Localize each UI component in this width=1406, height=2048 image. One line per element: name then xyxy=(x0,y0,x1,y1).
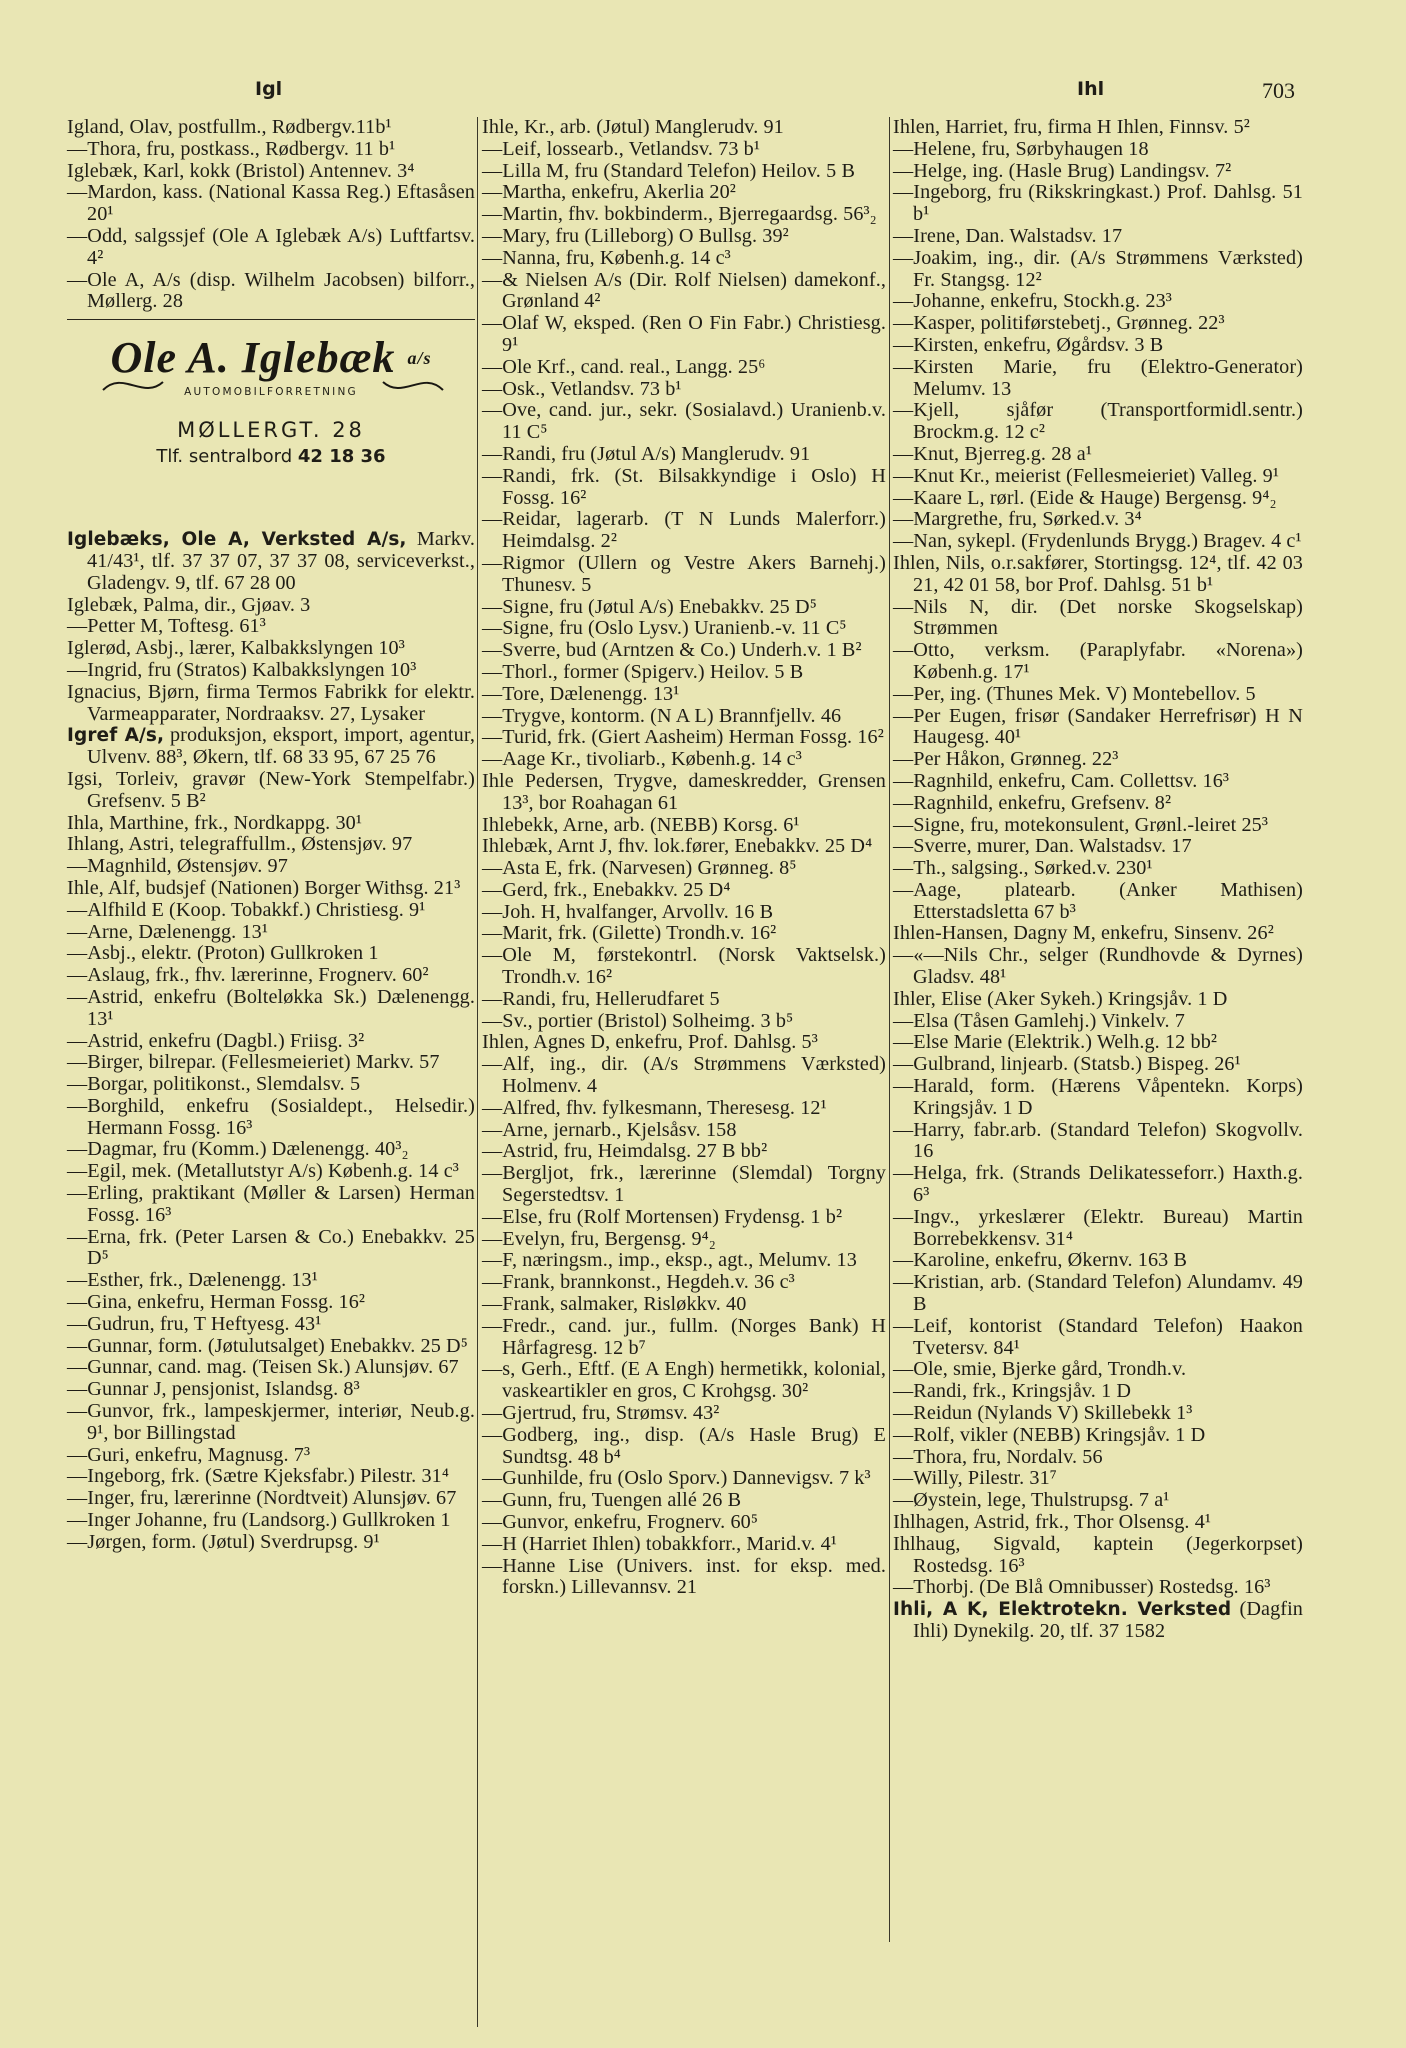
entry-bold: Ihli, A K, Elektrotekn. Verksted (Dagfin Ihli) Dynekilg. 20, tlf. 37 1582 xyxy=(893,1598,1303,1642)
directory-entry: —Harald, form. (Hærens Våpentekn. Korps) Kringsjåv. 1 D xyxy=(893,1075,1303,1119)
directory-entry: —Th., salgsing., Sørked.v. 230¹ xyxy=(893,857,1153,880)
directory-entry: —Gina, enkefru, Herman Fossg. 16² xyxy=(67,1291,366,1314)
directory-entry: —Erling, praktikant (Møller & Larsen) Herman Fossg. 16³ xyxy=(67,1182,475,1226)
directory-entry: —Sverre, bud (Arntzen & Co.) Underh.v. 1 B² xyxy=(482,639,862,662)
directory-entry: —Helge, ing. (Hasle Brug) Landingsv. 7² xyxy=(893,159,1232,182)
directory-entry: —Alf, ing., dir. (A/s Strømmens Værksted) Holmenv. 4 xyxy=(482,1053,886,1098)
directory-entry: Ignacius, Bjørn, firma Termos Fabrikk for elektr. Varmeapparater, Nordraaksv. 27, Lysaker xyxy=(67,680,475,725)
directory-entry: Ihlen, Nils, o.r.sakfører, Stortingsg. 12⁴, tlf. 42 03 21, 42 01 58, bor Prof. Dahlsg. 51 b¹ xyxy=(893,551,1303,596)
directory-entry: —Signe, fru (Jøtul A/s) Enebakkv. 25 D⁵ xyxy=(482,595,817,618)
directory-entry: —Martha, enkefru, Akerlia 20² xyxy=(482,181,736,204)
directory-entry: —Martin, fhv. bokbinderm., Bjerregaardsg. 56³₂ xyxy=(482,203,877,226)
directory-entry: Ihlang, Astri, telegraffullm., Østensjøv. 97 xyxy=(67,833,413,856)
directory-entry: —Margrethe, fru, Sørked.v. 3⁴ xyxy=(893,508,1142,531)
directory-entry: —Randi, frk. (St. Bilsakkyndige i Oslo) H Fossg. 16² xyxy=(482,464,886,509)
directory-entry: —«—Nils Chr., selger (Rundhovde & Dyrnes) Gladsv. 48¹ xyxy=(893,944,1303,989)
directory-entry: —Randi, fru (Jøtul A/s) Manglerudv. 91 xyxy=(482,442,811,465)
entry-bold: Igref A/s, produksjon, eksport, import, agentur, Ulvenv. 88³, Økern, tlf. 68 33 95, 67 25 76 xyxy=(67,724,475,769)
directory-entry: —Alfred, fhv. fylkesmann, Theresesg. 12¹ xyxy=(482,1096,827,1119)
directory-entry: —Asta E, frk. (Narvesen) Grønneg. 8⁵ xyxy=(482,857,797,880)
directory-entry: —Astrid, enkefru (Bolteløkka Sk.) Dælenengg. 13¹ xyxy=(67,985,475,1030)
directory-entry: —Leif, lossearb., Vetlandsv. 73 b¹ xyxy=(482,137,761,160)
directory-entry: Ihlebekk, Arne, arb. (NEBB) Korsg. 6¹ xyxy=(482,813,800,836)
ad-subtitle: AUTOMOBILFORRETNING xyxy=(184,386,358,399)
directory-entry: —Kaare L, rørl. (Eide & Hauge) Bergensg. 9⁴₂ xyxy=(893,486,1277,509)
directory-entry: —Gulbrand, linjearb. (Statsb.) Bispeg. 26¹ xyxy=(893,1053,1241,1076)
directory-entry: —Tore, Dælenengg. 13¹ xyxy=(482,682,680,705)
directory-entry: —Joh. H, hvalfanger, Arvollv. 16 B xyxy=(482,900,774,923)
ad-swash-ornament xyxy=(93,360,453,400)
header-right-guide-word: Ihl xyxy=(1077,78,1105,100)
directory-entry: —Ingeborg, fru (Rikskringkast.) Prof. Dahlsg. 51 b¹ xyxy=(893,181,1303,226)
column-3 xyxy=(893,117,1303,1643)
directory-entry: —Gunnar J, pensjonist, Islandsg. 8³ xyxy=(67,1378,360,1401)
directory-entry: —Signe, fru, motekonsulent, Grønl.-leiret 25³ xyxy=(893,813,1268,836)
directory-entry: —Kjell, sjåfør (Transportformidl.sentr.) Brockm.g. 12 c² xyxy=(893,399,1303,444)
directory-entry: Iglebæk, Palma, dir., Gjøav. 3 xyxy=(67,593,311,616)
page-header xyxy=(0,78,1406,110)
column-divider-2 xyxy=(889,117,890,1942)
directory-entry: —Reidar, lagerarb. (T N Lunds Malerforr.) Heimdalsg. 2² xyxy=(482,508,886,553)
directory-entry: Ihlen, Agnes D, enkefru, Prof. Dahlsg. 5³ xyxy=(482,1031,818,1054)
entry-list-1e xyxy=(67,769,475,1554)
directory-entry: —& Nielsen A/s (Dir. Rolf Nielsen) damekonf., Grønland 4² xyxy=(482,268,886,313)
directory-entry: —Øystein, lege, Thulstrupsg. 7 a¹ xyxy=(893,1489,1170,1512)
directory-entry: —Rolf, vikler (NEBB) Kringsjåv. 1 D xyxy=(893,1423,1206,1446)
directory-entry: —Godberg, ing., disp. (A/s Hasle Brug) E Sundtsg. 48 b⁴ xyxy=(482,1423,886,1468)
directory-entry: —Karoline, enkefru, Økernv. 163 B xyxy=(893,1249,1188,1272)
column-divider-1 xyxy=(477,117,478,2027)
directory-entry: Ihlebæk, Arnt J, fhv. lok.fører, Enebakkv. 25 D⁴ xyxy=(482,835,873,858)
directory-entry: —H (Harriet Ihlen) tobakkforr., Marid.v. 4¹ xyxy=(482,1532,837,1555)
directory-entry: —Asbj., elektr. (Proton) Gullkroken 1 xyxy=(67,942,379,965)
directory-entry: —Rigmor (Ullern og Vestre Akers Barnehj.) Thunesv. 5 xyxy=(482,551,886,596)
directory-entry: —Frank, salmaker, Risløkkv. 40 xyxy=(482,1293,747,1316)
ad-logo-suffix: a/s xyxy=(407,348,432,369)
directory-entry: —Randi, fru, Hellerudfaret 5 xyxy=(482,987,720,1010)
directory-entry: —Helene, fru, Sørbyhaugen 18 xyxy=(893,137,1149,160)
directory-entry: —Gunnar, form. (Jøtulutsalget) Enebakkv. 25 D⁵ xyxy=(67,1334,468,1357)
directory-entry: —Inger, fru, lærerinne (Nordtveit) Alunsjøv. 67 xyxy=(67,1487,457,1510)
directory-entry: —Gunvor, frk., lampeskjermer, interiør, Neub.g. 9¹, bor Billingstad xyxy=(67,1400,475,1444)
directory-entry: Ihlhaug, Sigvald, kaptein (Jegerkorpset) Rostedsg. 16³ xyxy=(893,1532,1303,1577)
directory-entry: Ihlen-Hansen, Dagny M, enkefru, Sinsenv. 26² xyxy=(893,922,1274,945)
directory-entry: Iglerød, Asbj., lærer, Kalbakkslyngen 10³ xyxy=(67,637,405,660)
directory-entry: —Gunn, fru, Tuengen allé 26 B xyxy=(482,1489,742,1512)
directory-entry: —Thora, fru, postkass., Rødbergv. 11 b¹ xyxy=(67,137,396,160)
directory-entry: —Aslaug, frk., fhv. lærerinne, Frognerv. 60² xyxy=(67,964,429,987)
directory-entry: —Ingeborg, frk. (Sætre Kjeksfabr.) Pilestr. 31⁴ xyxy=(67,1465,449,1488)
directory-entry: —Guri, enkefru, Magnusg. 7³ xyxy=(67,1443,311,1466)
directory-entry: —Ole, smie, Bjerke gård, Trondh.v. xyxy=(893,1358,1187,1381)
directory-entry: —Thorl., former (Spigerv.) Heilov. 5 B xyxy=(482,660,804,683)
directory-entry: Igland, Olav, postfullm., Rødbergv.11b¹ xyxy=(67,116,392,138)
directory-entry: —Trygve, kontorm. (N A L) Brannfjellv. 46 xyxy=(482,704,842,727)
header-left-guide-word: Igl xyxy=(255,78,283,100)
directory-entry: Ihla, Marthine, frk., Nordkappg. 30¹ xyxy=(67,811,363,834)
ad-address: MØLLERGT. 28 xyxy=(177,418,365,443)
directory-entry: —Kirsten, enkefru, Øgårdsv. 3 B xyxy=(893,333,1164,356)
directory-entry: —Erna, frk. (Peter Larsen & Co.) Enebakkv. 25 D⁵ xyxy=(67,1225,475,1270)
directory-entry: —Magnhild, Østensjøv. 97 xyxy=(67,855,288,878)
directory-entry: —Aage Kr., tivoliarb., Københ.g. 14 c³ xyxy=(482,748,802,771)
directory-entry: —Bergljot, frk., lærerinne (Slemdal) Torgny Segerstedtsv. 1 xyxy=(482,1162,886,1207)
entry-list-2 xyxy=(482,117,886,1599)
directory-entry: —Irene, Dan. Walstadsv. 17 xyxy=(893,224,1123,247)
directory-entry: —Jørgen, form. (Jøtul) Sverdrupsg. 9¹ xyxy=(67,1530,380,1553)
directory-entry: Iglebæk, Karl, kokk (Bristol) Antennev. 3⁴ xyxy=(67,159,415,182)
directory-entry: —Per Håkon, Grønneg. 22³ xyxy=(893,748,1119,771)
directory-entry: —Signe, fru (Oslo Lysv.) Uranienb.-v. 11 C⁵ xyxy=(482,617,847,640)
entry-list-1a xyxy=(67,117,475,313)
directory-entry: —Else, fru (Rolf Mortensen) Frydensg. 1 b² xyxy=(482,1205,843,1228)
directory-entry: Igsi, Torleiv, gravør (New-York Stempelfabr.) Grefsenv. 5 B² xyxy=(67,767,475,812)
directory-entry: —Gjertrud, fru, Strømsv. 43² xyxy=(482,1402,720,1425)
column-1 xyxy=(67,117,475,1554)
directory-entry: —Mary, fru (Lilleborg) O Bullsg. 39² xyxy=(482,224,789,247)
directory-entry: —Osk., Vetlandsv. 73 b¹ xyxy=(482,377,682,400)
directory-entry: —Per, ing. (Thunes Mek. V) Montebellov. 5 xyxy=(893,682,1256,705)
directory-entry: —Nanna, fru, Københ.g. 14 c³ xyxy=(482,246,731,269)
directory-entry: —Nils N, dir. (Det norske Skogselskap) Strømmen xyxy=(893,595,1303,640)
directory-entry: —Helga, frk. (Strands Delikatesseforr.) Haxth.g. 6³ xyxy=(893,1162,1303,1207)
directory-entry: —Olaf W, eksped. (Ren O Fin Fabr.) Christiesg. 9¹ xyxy=(482,312,886,356)
directory-entry: —Nan, sykepl. (Frydenlunds Brygg.) Bragev. 4 c¹ xyxy=(893,530,1302,553)
directory-entry: —Willy, Pilestr. 31⁷ xyxy=(893,1467,1057,1490)
directory-entry: —Marit, frk. (Gilette) Trondh.v. 16² xyxy=(482,922,777,945)
directory-entry: —Ingrid, fru (Stratos) Kalbakkslyngen 10³ xyxy=(67,658,417,681)
directory-entry: —Ragnhild, enkefru, Grefsenv. 8² xyxy=(893,791,1172,814)
directory-entry: —Ole A, A/s (disp. Wilhelm Jacobsen) bilforr., Møllerg. 28 xyxy=(67,268,475,313)
directory-entry: —Ole M, førstekontrl. (Norsk Vaktselsk.) Trondh.v. 16² xyxy=(482,944,886,989)
directory-entry: Ihle Pedersen, Trygve, dameskredder, Grensen 13³, bor Roahagan 61 xyxy=(482,769,886,814)
entry-bold: Iglebæks, Ole A, Verksted A/s, Markv. 41/43¹, tlf. 37 37 07, 37 37 08, serviceverkst., Gladengv. 9, tlf. 67 28 00 xyxy=(67,528,475,594)
directory-entry: —Gunnar, cand. mag. (Teisen Sk.) Alunsjøv. 67 xyxy=(67,1356,459,1379)
directory-entry: —Aage, platearb. (Anker Mathisen) Etterstadsletta 67 b³ xyxy=(893,878,1303,923)
directory-entry: —Reidun (Nylands V) Skillebekk 1³ xyxy=(893,1402,1193,1425)
directory-entry: Ihler, Elise (Aker Sykeh.) Kringsjåv. 1 D xyxy=(893,987,1228,1010)
directory-entry: —Harry, fabr.arb. (Standard Telefon) Skogvollv. 16 xyxy=(893,1118,1303,1163)
directory-entry: —Kirsten Marie, fru (Elektro-Generator) Melumv. 13 xyxy=(893,355,1303,400)
directory-entry: Ihlhagen, Astrid, frk., Thor Olsensg. 4¹ xyxy=(893,1511,1212,1533)
directory-entry: —s, Gerh., Eftf. (E A Engh) hermetikk, kolonial, vaskeartikler en gros, C Krohgsg. 30² xyxy=(482,1358,886,1403)
directory-entry: —Birger, bilrepar. (Fellesmeieriet) Markv. 57 xyxy=(67,1051,440,1074)
directory-entry: —Gunhilde, fru (Oslo Sporv.) Dannevigsv. 7 k³ xyxy=(482,1467,871,1490)
directory-entry: —Knut Kr., meierist (Fellesmeieriet) Valleg. 9¹ xyxy=(893,464,1280,487)
directory-entry: —Sverre, murer, Dan. Walstadsv. 17 xyxy=(893,835,1192,858)
directory-entry: —Astrid, enkefru (Dagbl.) Friisg. 3² xyxy=(67,1029,365,1052)
directory-entry: —Odd, salgssjef (Ole A Iglebæk A/s) Luftfartsv. 4² xyxy=(67,224,475,269)
directory-entry: —Ole Krf., cand. real., Langg. 25⁶ xyxy=(482,355,766,378)
directory-entry: —Kasper, politiførstebetj., Grønneg. 22³ xyxy=(893,312,1225,335)
directory-entry: —Thorbj. (De Blå Omnibusser) Rostedsg. 16³ xyxy=(893,1576,1271,1599)
directory-entry: —Petter M, Toftesg. 61³ xyxy=(67,615,266,638)
directory-entry: —Frank, brannkonst., Hegdeh.v. 36 c³ xyxy=(482,1271,795,1294)
directory-entry: —Borghild, enkefru (Sosialdept., Helsedir.) Hermann Fossg. 16³ xyxy=(67,1094,475,1139)
advertisement xyxy=(67,319,475,519)
directory-entry: —Knut, Bjerreg.g. 28 a¹ xyxy=(893,442,1092,465)
directory-entry: —Fredr., cand. jur., fullm. (Norges Bank) H Hårfagresg. 12 b⁷ xyxy=(482,1314,886,1359)
directory-entry: —Ragnhild, enkefru, Cam. Collettsv. 16³ xyxy=(893,769,1230,792)
directory-entry: —Sv., portier (Bristol) Solheimg. 3 b⁵ xyxy=(482,1009,794,1032)
directory-entry: —Johanne, enkefru, Stockh.g. 23³ xyxy=(893,290,1172,313)
directory-entry: —Leif, kontorist (Standard Telefon) Haakon Tvetersv. 84¹ xyxy=(893,1314,1303,1359)
directory-entry: Ihle, Alf, budsjef (Nationen) Borger Withsg. 21³ xyxy=(67,876,461,899)
directory-entry: —Gunvor, enkefru, Frognerv. 60⁵ xyxy=(482,1511,759,1533)
directory-entry: —Thora, fru, Nordalv. 56 xyxy=(893,1445,1103,1468)
directory-entry: —Turid, frk. (Giert Aasheim) Herman Fossg. 16² xyxy=(482,726,884,749)
entry-list-1c xyxy=(67,595,475,726)
directory-entry: —Mardon, kass. (National Kassa Reg.) Eftasåsen 20¹ xyxy=(67,181,475,226)
ad-telephone: Tlf. sentralbord 42 18 36 xyxy=(156,446,386,468)
directory-entry: —Gerd, frk., Enebakkv. 25 D⁴ xyxy=(482,878,731,901)
directory-entry: —Ingv., yrkeslærer (Elektr. Bureau) Martin Borrebekkensv. 31⁴ xyxy=(893,1205,1303,1250)
directory-entry: —Dagmar, fru (Komm.) Dælenengg. 40³₂ xyxy=(67,1138,409,1161)
directory-entry: —Inger Johanne, fru (Landsorg.) Gullkroken 1 xyxy=(67,1509,451,1532)
directory-entry: Ihlen, Harriet, fru, firma H Ihlen, Finnsv. 5² xyxy=(893,116,1250,138)
directory-entry: —Arne, Dælenengg. 13¹ xyxy=(67,920,269,943)
directory-entry: —Borgar, politikonst., Slemdalsv. 5 xyxy=(67,1073,361,1096)
directory-entry: —Evelyn, fru, Bergensg. 9⁴₂ xyxy=(482,1227,716,1250)
page-number: 703 xyxy=(1262,78,1295,103)
directory-entry: —Joakim, ing., dir. (A/s Strømmens Værksted) Fr. Stangsg. 12² xyxy=(893,246,1303,291)
directory-entry: —Ove, cand. jur., sekr. (Sosialavd.) Uranienb.v. 11 C⁵ xyxy=(482,399,886,444)
directory-entry: —Alfhild E (Koop. Tobakkf.) Christiesg. 9¹ xyxy=(67,898,426,921)
ad-logo: Ole A. Iglebæk $^{a/s}$ xyxy=(110,333,432,383)
directory-entry: —Else Marie (Elektrik.) Welh.g. 12 bb² xyxy=(893,1031,1218,1054)
directory-entry: Ihle, Kr., arb. (Jøtul) Manglerudv. 91 xyxy=(482,116,784,138)
entry-list-3a xyxy=(893,117,1303,1599)
directory-entry: —Esther, frk., Dælenengg. 13¹ xyxy=(67,1269,318,1292)
directory-entry: —Egil, mek. (Metallutstyr A/s) Københ.g. 14 c³ xyxy=(67,1160,459,1183)
directory-entry: —F, næringsm., imp., eksp., agt., Melumv. 13 xyxy=(482,1249,857,1272)
directory-entry: —Kristian, arb. (Standard Telefon) Alundamv. 49 B xyxy=(893,1271,1303,1316)
directory-entry: —Per Eugen, frisør (Sandaker Herrefrisør) H N Haugesg. 40¹ xyxy=(893,704,1303,749)
directory-entry: —Elsa (Tåsen Gamlehj.) Vinkelv. 7 xyxy=(893,1009,1185,1032)
directory-entry: —Otto, verksm. (Paraplyfabr. «Norena») Københ.g. 17¹ xyxy=(893,639,1303,683)
directory-entry: —Arne, jernarb., Kjelsåsv. 158 xyxy=(482,1118,737,1141)
directory-entry: —Hanne Lise (Univers. inst. for eksp. med. forskn.) Lillevannsv. 21 xyxy=(482,1554,886,1599)
directory-entry: —Lilla M, fru (Standard Telefon) Heilov. 5 B xyxy=(482,159,856,182)
column-2 xyxy=(482,117,886,1599)
directory-entry: —Gudrun, fru, T Heftyesg. 43¹ xyxy=(67,1312,322,1335)
directory-entry: —Astrid, fru, Heimdalsg. 27 B bb² xyxy=(482,1140,768,1163)
directory-entry: —Randi, frk., Kringsjåv. 1 D xyxy=(893,1380,1132,1403)
